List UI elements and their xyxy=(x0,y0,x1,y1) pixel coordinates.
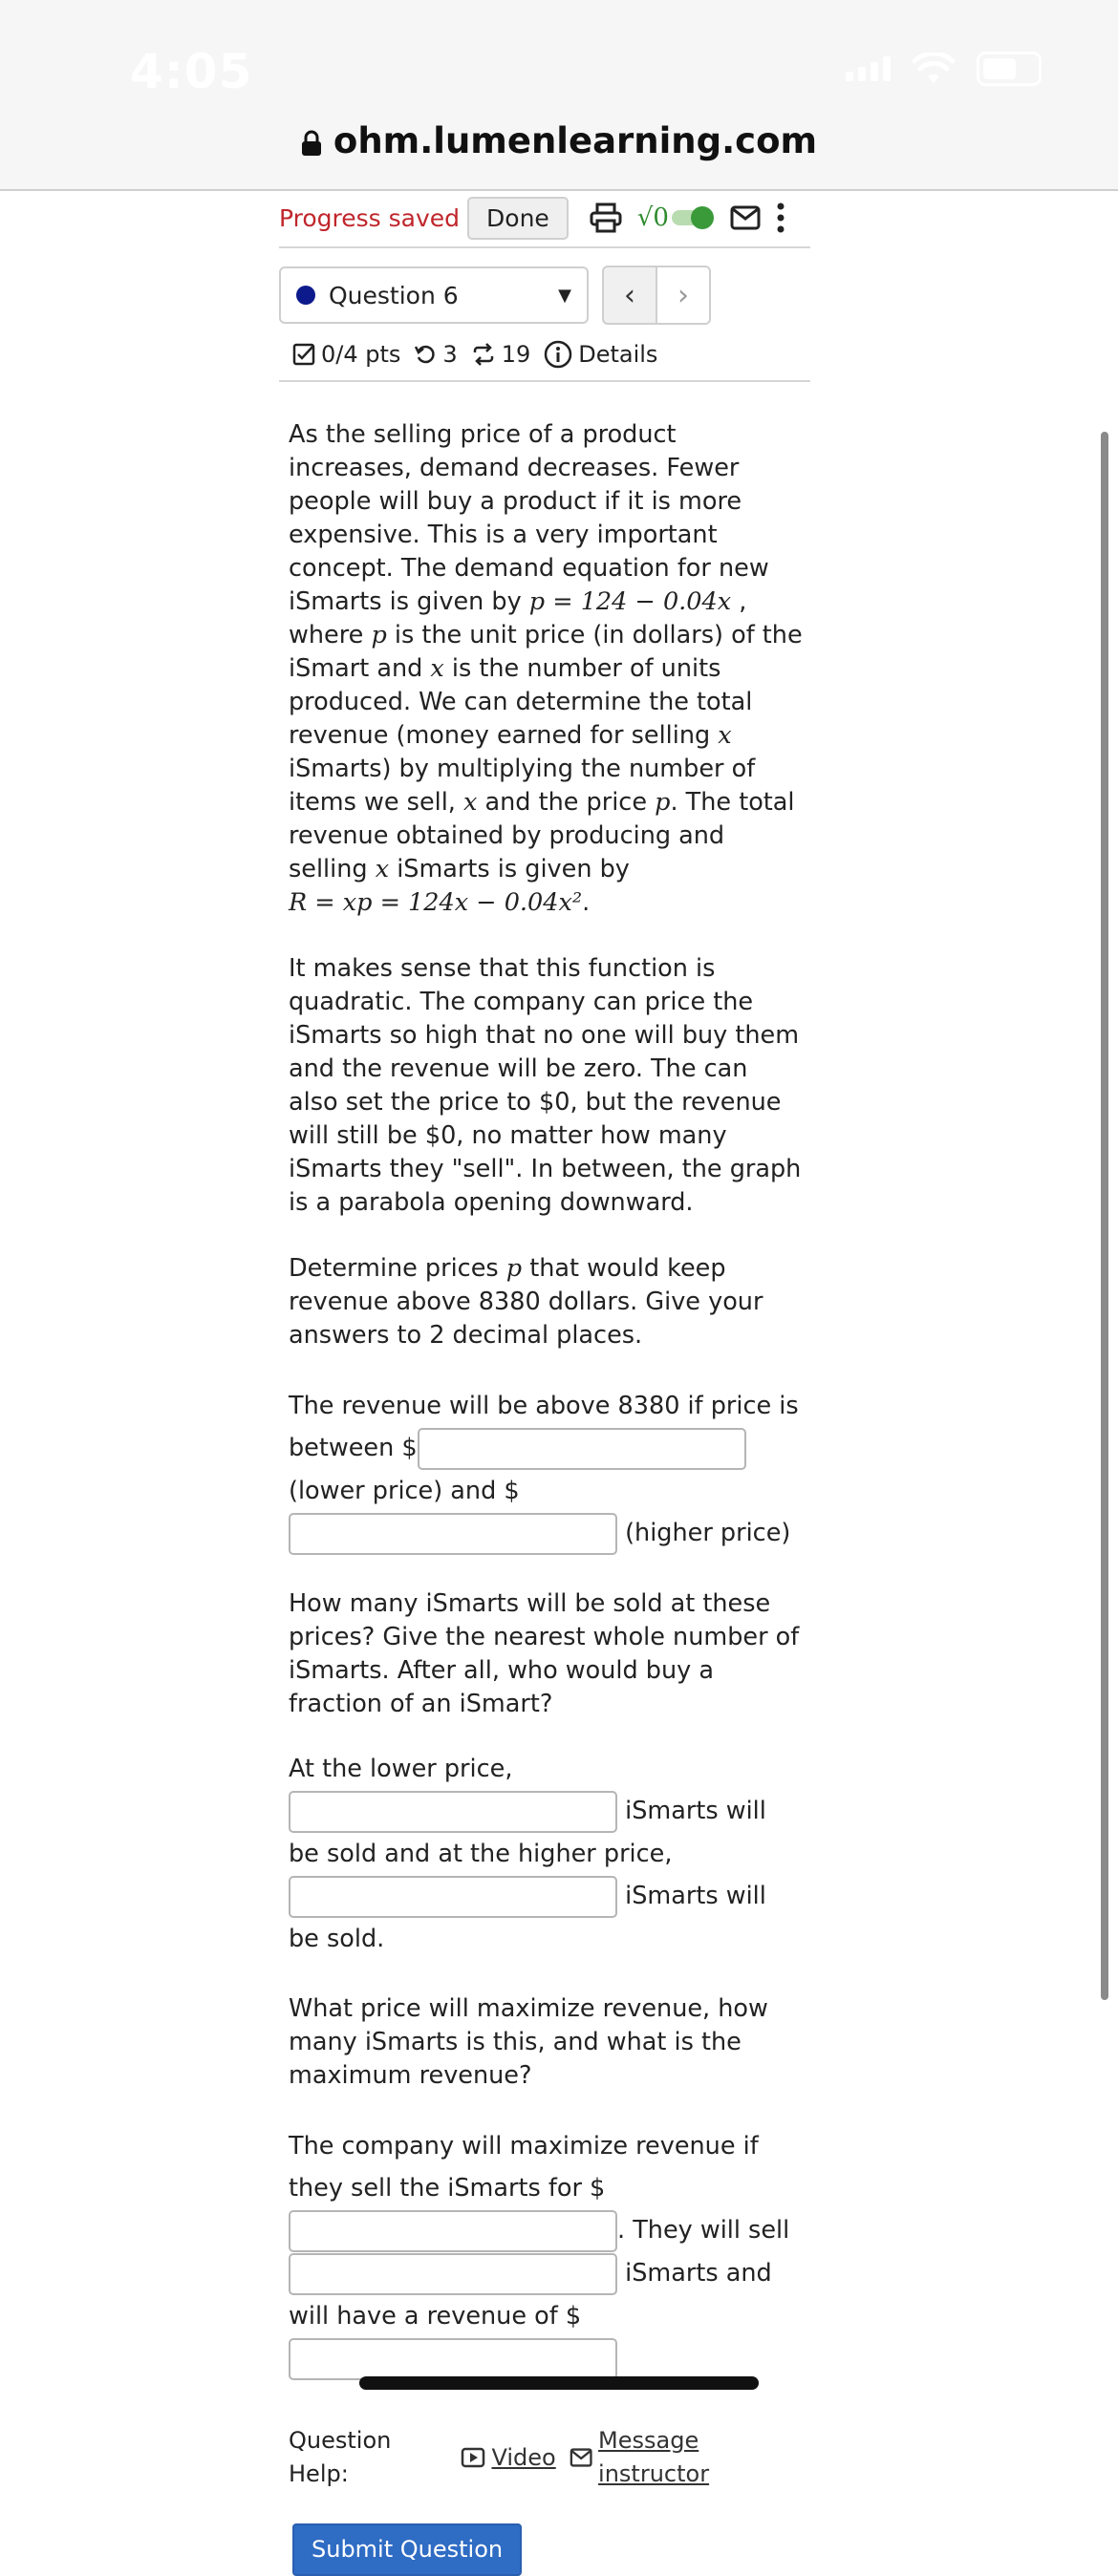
status-bar xyxy=(0,0,1118,191)
lower-price-input[interactable] xyxy=(418,1428,746,1470)
more-options-icon[interactable] xyxy=(776,202,785,233)
progress-status: Progress saved xyxy=(279,203,461,232)
video-icon xyxy=(461,2447,485,2468)
question-paragraph-task: Determine prices p that would keep revenue above 8380 dollars. Give your answers to 2 decimal places. xyxy=(289,1254,763,1350)
max-quantity-input[interactable] xyxy=(289,2253,617,2295)
cellular-signal-icon xyxy=(846,56,891,81)
message-instructor-label: Message instructor xyxy=(598,2427,710,2487)
url-text: ohm.lumenlearning.com xyxy=(333,120,818,161)
page-scrollbar[interactable] xyxy=(1101,432,1108,2000)
video-link[interactable] xyxy=(461,2441,555,2475)
retry-icon xyxy=(414,343,437,366)
video-link-label: Video xyxy=(491,2443,556,2471)
battery-icon xyxy=(977,52,1042,86)
status-time: 4:05 xyxy=(130,44,253,99)
question-status-dot-icon xyxy=(296,286,315,305)
points-text: 0/4 pts xyxy=(321,341,401,368)
question-select-value: Question 6 xyxy=(329,281,459,309)
question-help-label: Question Help: xyxy=(289,2427,392,2487)
toggle-switch-icon xyxy=(671,205,715,230)
home-indicator[interactable] xyxy=(359,2376,759,2390)
price-range-part: The revenue will be above 8380 if price is between $ (lower price) and $ (higher price) xyxy=(289,1385,803,1555)
message-instructor-link[interactable] xyxy=(570,2424,803,2491)
next-question-button[interactable]: › xyxy=(657,266,711,325)
question-paragraph-intro: As the selling price of a product increases, demand decreases. Fewer people will buy a product if it is more expensive. This is a very important concept. The demand equation for new iSmarts is given by p = 124 − 0.04x , where p is the unit price (in dollars) of the iSmart and x is the number of units produced. We can determine the total revenue (money earned for selling x iSmarts) by multiplying the number of items we sell, x and the price p. The total revenue obtained by producing and selling x iSmarts is given by R = xp = 124x − 0.04x². xyxy=(289,420,803,917)
repeat-icon xyxy=(471,343,496,366)
question-body xyxy=(279,418,810,2576)
points-info xyxy=(292,341,400,368)
info-icon xyxy=(544,340,572,369)
checkbox-icon xyxy=(292,343,315,366)
revenue-equation: R = xp = 124x − 0.04x² xyxy=(289,888,583,917)
demand-equation: p = 124 − 0.04x xyxy=(528,587,732,616)
quantity-part: At the lower price, iSmarts will be sold and at the higher price, iSmarts will be sold. xyxy=(289,1755,766,1953)
retries-info xyxy=(414,341,457,368)
attempts-count: 19 xyxy=(501,341,531,368)
lower-price-quantity-input[interactable] xyxy=(289,1791,617,1833)
maximize-part: The company will maximize revenue if they sell the iSmarts for $ . They will sell iSmarts and will have a revenue of $ xyxy=(289,2125,803,2380)
address-bar[interactable] xyxy=(0,120,1118,161)
question-meta xyxy=(279,340,810,382)
math-toggle-label: √0 xyxy=(636,203,669,232)
question-select[interactable] xyxy=(279,266,589,324)
print-icon[interactable] xyxy=(590,202,622,233)
details-link[interactable] xyxy=(544,340,657,369)
question-paragraph-quadratic: It makes sense that this function is quadratic. The company can price the iSmarts so high that no one will buy them and the revenue will be zero. The can also set the price to $0, but the revenue will still be $0, no matter how many iSmarts they "sell". In between, the graph is a parabola opening downward. xyxy=(289,954,802,1217)
submit-question-button[interactable]: Submit Question xyxy=(292,2523,522,2576)
higher-price-quantity-input[interactable] xyxy=(289,1876,617,1918)
lock-icon xyxy=(301,130,322,157)
mail-icon xyxy=(570,2447,592,2468)
mail-icon[interactable] xyxy=(730,205,761,230)
system-icons xyxy=(846,52,1042,86)
max-price-input[interactable] xyxy=(289,2210,617,2252)
question-help xyxy=(289,2424,803,2491)
details-label: Details xyxy=(578,341,658,368)
question-paragraph-quantity: How many iSmarts will be sold at these prices? Give the nearest whole number of iSmarts. After all, who would buy a fraction of an iSmart? xyxy=(289,1589,800,1718)
assessment-toolbar xyxy=(279,189,810,248)
attempts-info xyxy=(471,341,531,368)
previous-question-button[interactable]: ‹ xyxy=(602,266,657,325)
done-button[interactable]: Done xyxy=(467,197,569,240)
question-paragraph-maximize: What price will maximize revenue, how many iSmarts is this, and what is the maximum revenue? xyxy=(289,1994,768,2090)
higher-price-input[interactable] xyxy=(289,1513,617,1555)
dropdown-arrow-icon: ▼ xyxy=(558,285,571,306)
retries-count: 3 xyxy=(442,341,458,368)
max-revenue-input[interactable] xyxy=(289,2338,617,2380)
math-entry-toggle[interactable] xyxy=(637,203,715,232)
assessment-page xyxy=(279,189,810,2576)
wifi-icon xyxy=(912,53,956,85)
